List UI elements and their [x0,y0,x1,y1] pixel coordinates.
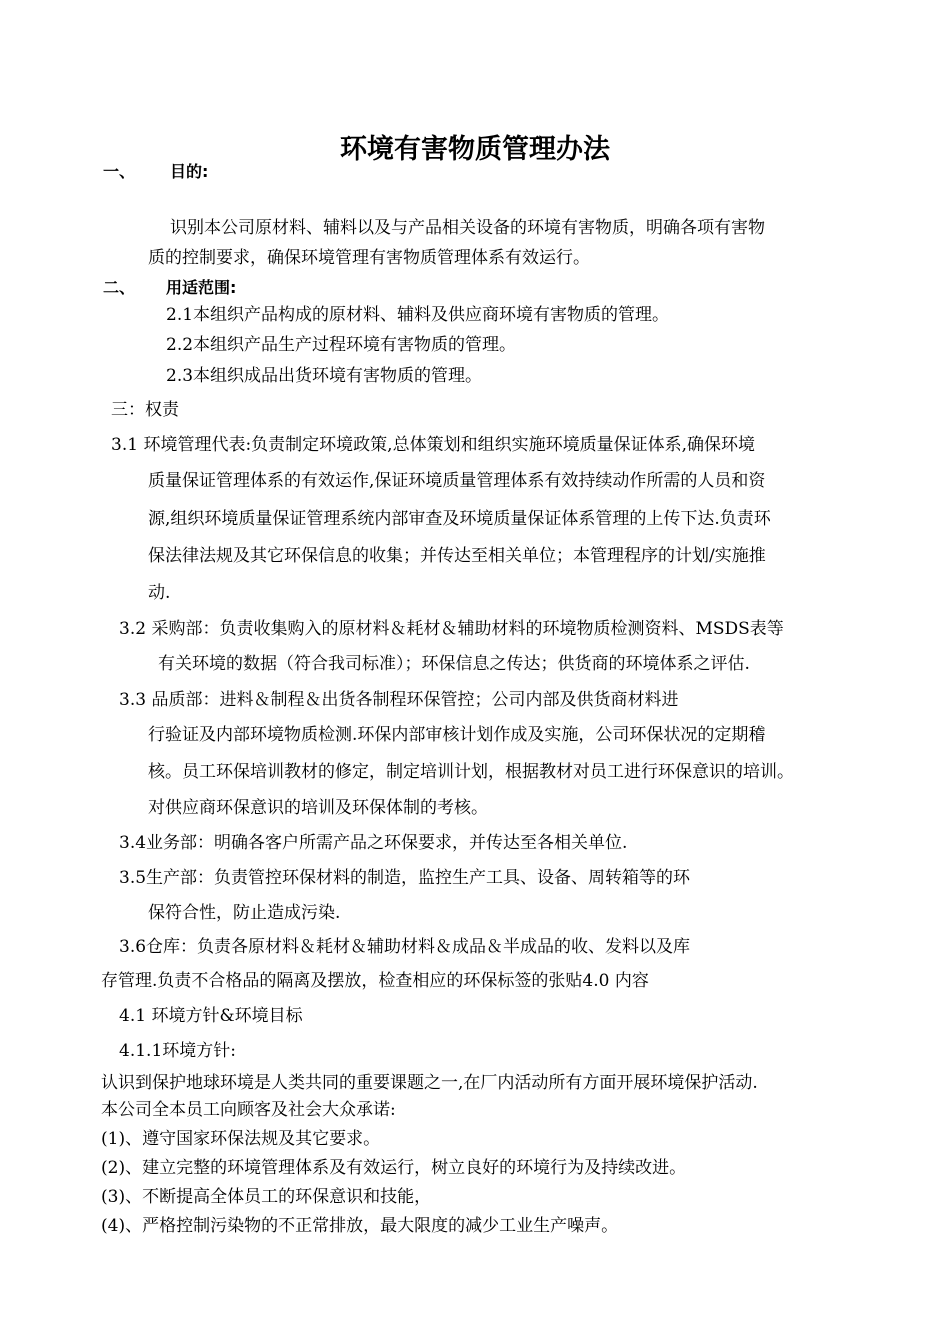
policy-item-4: (4)、严格控制污染物的不正常排放，最大限度的减少工业生产噪声。 [101,1216,619,1236]
section-2-item-3: 2.3本组织成品出货环境有害物质的管理。 [166,366,483,386]
para-3-6-line-1: 3.6仓库：负责各原材料＆耗材＆辅助材料＆成品＆半成品的收、发料以及库 [119,937,691,957]
section-2-heading: 用适范围: [166,278,237,297]
section-2-item-2: 2.2本组织产品生产过程环境有害物质的管理。 [166,335,517,355]
para-3-2-line-1: 3.2 采购部：负责收集购入的原材料＆耗材＆辅助材料的环境物质检测资料、MSDS表等 [119,619,784,639]
para-3-5-line-1: 3.5生产部：负责管控环保材料的制造，监控生产工具、设备、周转箱等的环 [119,868,691,888]
policy-paragraph-line-2: 本公司全本员工向顾客及社会大众承诺: [101,1100,396,1120]
policy-item-2: (2)、建立完整的环境管理体系及有效运行，树立良好的环境行为及持续改进。 [101,1158,687,1178]
para-3-2-line-2: 有关环境的数据（符合我司标准）；环保信息之传达；供货商的环境体系之评估. [158,654,750,674]
document-title: 环境有害物质管理办法 [340,134,610,165]
section-2-item-1: 2.1本组织产品构成的原材料、辅料及供应商环境有害物质的管理。 [166,305,670,325]
para-3-6-line-2: 存管理.负责不合格品的隔离及摆放，检查相应的环保标签的张贴4.0 内容 [101,971,649,991]
para-3-1-line-1: 3.1 环境管理代表:负责制定环境政策,总体策划和组织实施环境质量保证体系,确保环境 [111,435,755,455]
para-3-4-line-1: 3.4业务部：明确各客户所需产品之环保要求，并传达至各相关单位. [119,833,628,853]
section-2-number: 二、 [103,278,136,297]
para-3-1-line-4: 保法律法规及其它环保信息的收集；并传达至相关单位；本管理程序的计划/实施推 [148,546,766,566]
section-1-number: 一、 [103,162,136,181]
section-4-1-1-heading: 4.1.1环境方针: [119,1041,236,1061]
section-1-heading: 目的: [170,162,209,181]
para-3-5-line-2: 保符合性，防止造成污染. [148,903,341,923]
para-3-3-line-3: 核。员工环保培训教材的修定，制定培训计划，根据教材对员工进行环保意识的培训。 [148,762,794,782]
para-3-3-line-4: 对供应商环保意识的培训及环保体制的考核。 [148,798,488,818]
para-3-3-line-1: 3.3 品质部：进料＆制程＆出货各制程环保管控；公司内部及供货商材料进 [119,690,679,710]
policy-item-1: (1)、遵守国家环保法规及其它要求。 [101,1129,381,1149]
para-3-3-line-2: 行验证及内部环境物质检测.环保内部审核计划作成及实施，公司环保状况的定期稽 [148,725,766,745]
para-3-1-line-2: 质量保证管理体系的有效运作,保证环境质量管理体系有效持续动作所需的人员和资 [148,471,766,491]
para-3-1-line-5: 动. [148,583,171,603]
section-3-heading: 三：权责 [111,400,179,420]
para-3-1-line-3: 源,组织环境质量保证管理系统内部审查及环境质量保证体系管理的上传下达.负责环 [148,509,771,529]
section-1-line-1: 识别本公司原材料、辅料以及与产品相关设备的环境有害物质，明确各项有害物 [170,218,765,238]
section-1-line-2: 质的控制要求，确保环境管理有害物质管理体系有效运行。 [148,248,590,268]
policy-paragraph-line-1: 认识到保护地球环境是人类共同的重要课题之一,在厂内活动所有方面开展环境保护活动. [101,1073,758,1093]
section-4-1-heading: 4.1 环境方针&环境目标 [119,1006,303,1026]
policy-item-3: (3)、不断提高全体员工的环保意识和技能， [101,1187,432,1207]
